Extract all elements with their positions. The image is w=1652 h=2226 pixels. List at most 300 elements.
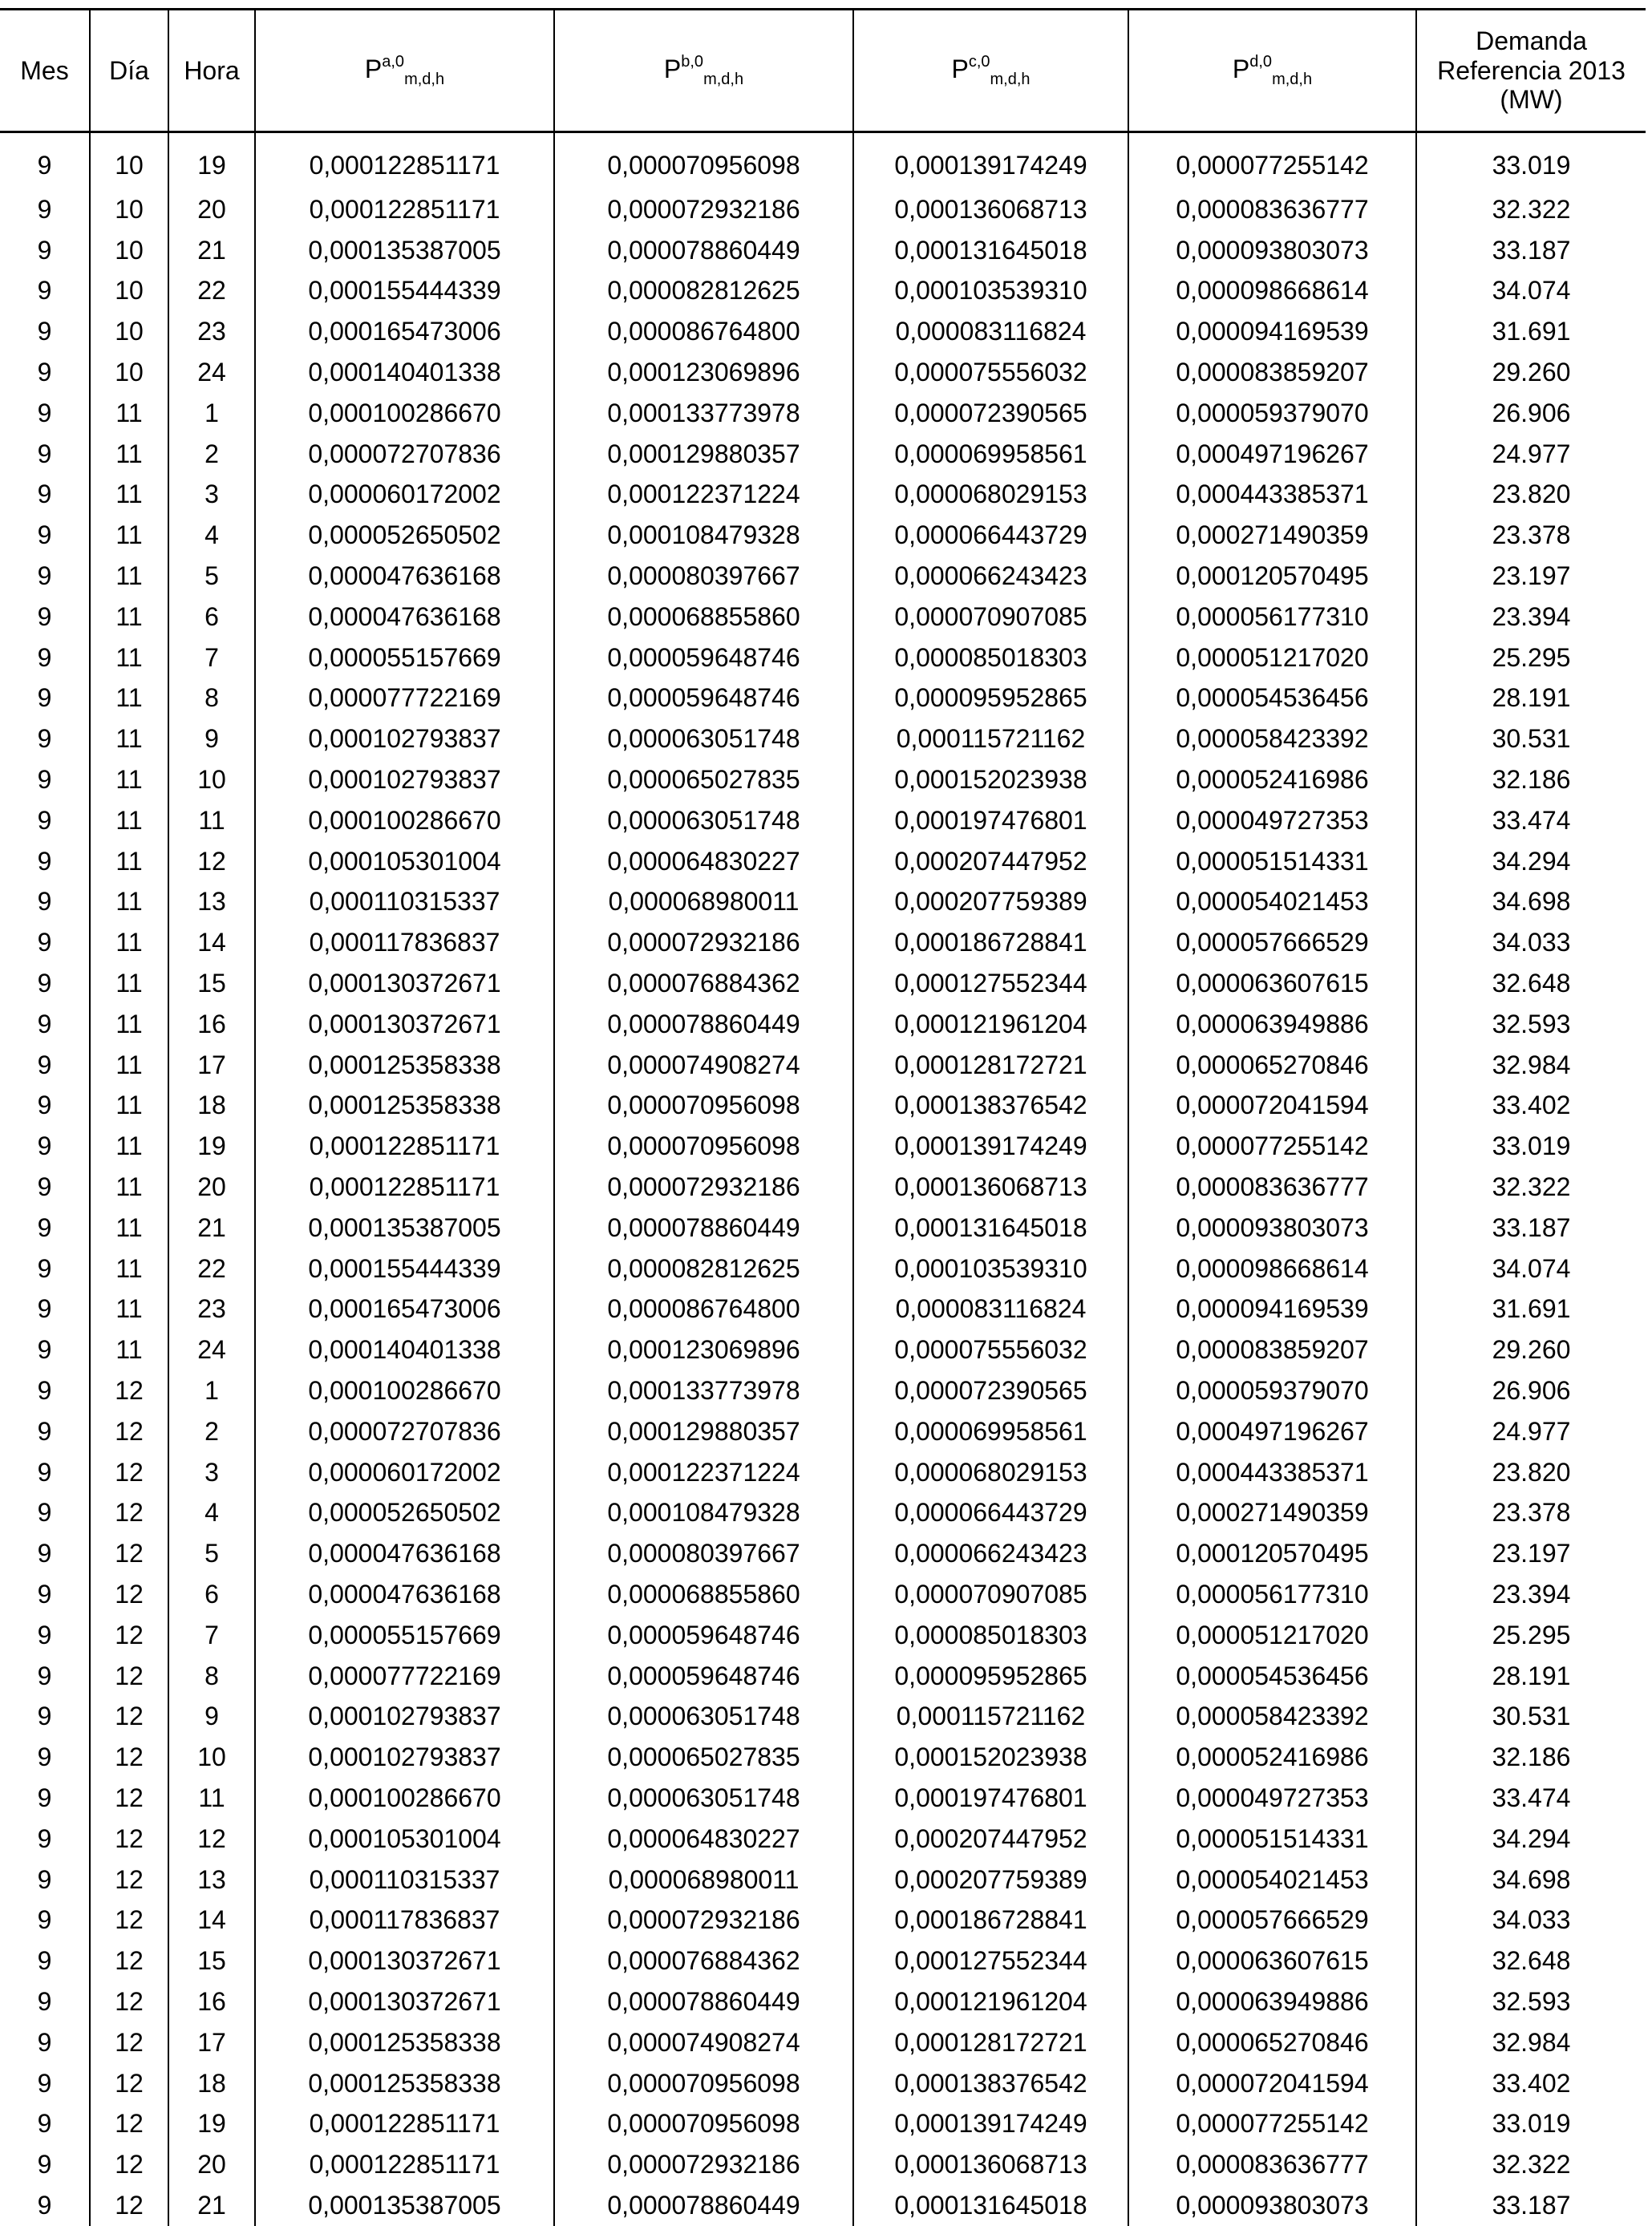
mes-cell: 9 <box>0 2103 90 2144</box>
mes-cell: 9 <box>0 1656 90 1697</box>
pa-cell: 0,000122851171 <box>255 2144 554 2185</box>
dia-cell: 11 <box>90 882 168 923</box>
dia-cell: 11 <box>90 718 168 759</box>
demanda-cell: 32.648 <box>1416 963 1646 1004</box>
pa-cell: 0,000047636168 <box>255 597 554 637</box>
hora-cell: 19 <box>168 132 255 190</box>
pc-cell: 0,000139174249 <box>853 2103 1128 2144</box>
pd-cell: 0,000057666529 <box>1128 922 1416 963</box>
pd-cell: 0,000063607615 <box>1128 1941 1416 1981</box>
table-row <box>0 597 1646 637</box>
pc-cell: 0,000066443729 <box>853 515 1128 556</box>
hora-cell: 10 <box>168 1737 255 1778</box>
dia-cell: 12 <box>90 1574 168 1615</box>
dia-cell: 12 <box>90 1778 168 1819</box>
hora-cell: 12 <box>168 1819 255 1860</box>
pa-cell: 0,000140401338 <box>255 352 554 393</box>
pd-cell: 0,000063949886 <box>1128 1981 1416 2022</box>
pd-cell: 0,000052416986 <box>1128 1737 1416 1778</box>
pb-cell: 0,000070956098 <box>554 1086 853 1127</box>
hora-cell: 22 <box>168 1249 255 1289</box>
mes-cell: 9 <box>0 800 90 841</box>
table-row <box>0 515 1646 556</box>
table-row <box>0 1289 1646 1330</box>
dia-cell: 10 <box>90 311 168 352</box>
hora-cell: 6 <box>168 597 255 637</box>
hora-cell: 8 <box>168 678 255 719</box>
table-row <box>0 1167 1646 1208</box>
hora-cell: 17 <box>168 2022 255 2063</box>
pc-cell: 0,000207759389 <box>853 1860 1128 1900</box>
pb-cell: 0,000080397667 <box>554 1533 853 1574</box>
dia-cell: 10 <box>90 230 168 271</box>
pb-cell: 0,000064830227 <box>554 841 853 882</box>
pa-cell: 0,000110315337 <box>255 882 554 923</box>
table-row <box>0 2103 1646 2144</box>
hora-cell: 24 <box>168 352 255 393</box>
pb-cell: 0,000072932186 <box>554 922 853 963</box>
demanda-cell: 24.977 <box>1416 434 1646 475</box>
pc-cell: 0,000136068713 <box>853 2144 1128 2185</box>
demanda-cell: 32.593 <box>1416 1981 1646 2022</box>
pa-cell: 0,000165473006 <box>255 1289 554 1330</box>
mes-cell: 9 <box>0 2144 90 2185</box>
pc-cell: 0,000083116824 <box>853 1289 1128 1330</box>
pb-cell: 0,000068855860 <box>554 597 853 637</box>
pc-cell: 0,000068029153 <box>853 1452 1128 1493</box>
hora-cell: 9 <box>168 718 255 759</box>
pd-cell: 0,000054536456 <box>1128 1656 1416 1697</box>
pc-cell: 0,000085018303 <box>853 637 1128 678</box>
pd-cell: 0,000049727353 <box>1128 1778 1416 1819</box>
demanda-cell: 32.322 <box>1416 1167 1646 1208</box>
pc-cell: 0,000207447952 <box>853 841 1128 882</box>
pb-cell: 0,000065027835 <box>554 759 853 800</box>
pc-cell: 0,000131645018 <box>853 230 1128 271</box>
dia-cell: 12 <box>90 1900 168 1941</box>
pc-cell: 0,000066443729 <box>853 1493 1128 1534</box>
hora-cell: 5 <box>168 556 255 597</box>
hora-cell: 21 <box>168 2185 255 2226</box>
mes-cell: 9 <box>0 841 90 882</box>
dia-cell: 12 <box>90 1370 168 1411</box>
pd-cell: 0,000049727353 <box>1128 800 1416 841</box>
pb-cell: 0,000074908274 <box>554 2022 853 2063</box>
pa-cell: 0,000140401338 <box>255 1330 554 1370</box>
pc-cell: 0,000103539310 <box>853 271 1128 312</box>
table-row <box>0 1574 1646 1615</box>
dia-cell: 11 <box>90 393 168 434</box>
pa-cell: 0,000047636168 <box>255 1533 554 1574</box>
pc-cell: 0,000131645018 <box>853 2185 1128 2226</box>
mes-cell: 9 <box>0 1900 90 1941</box>
demanda-cell: 30.531 <box>1416 1696 1646 1737</box>
pa-cell: 0,000117836837 <box>255 1900 554 1941</box>
pc-cell: 0,000103539310 <box>853 1249 1128 1289</box>
pd-cell: 0,000497196267 <box>1128 1411 1416 1452</box>
table-row <box>0 2185 1646 2226</box>
demanda-cell: 23.378 <box>1416 515 1646 556</box>
table-row <box>0 718 1646 759</box>
pd-cell: 0,000054021453 <box>1128 1860 1416 1900</box>
dia-cell: 12 <box>90 1981 168 2022</box>
hora-cell: 3 <box>168 1452 255 1493</box>
mes-cell: 9 <box>0 1004 90 1045</box>
demanda-cell: 31.691 <box>1416 1289 1646 1330</box>
hora-cell: 9 <box>168 1696 255 1737</box>
pd-cell: 0,000077255142 <box>1128 132 1416 190</box>
pd-cell: 0,000072041594 <box>1128 2063 1416 2104</box>
mes-cell: 9 <box>0 515 90 556</box>
pa-cell: 0,000117836837 <box>255 922 554 963</box>
pc-cell: 0,000068029153 <box>853 475 1128 516</box>
dia-cell: 11 <box>90 800 168 841</box>
pd-cell: 0,000077255142 <box>1128 2103 1416 2144</box>
dia-cell: 11 <box>90 841 168 882</box>
table-row <box>0 556 1646 597</box>
mes-cell: 9 <box>0 963 90 1004</box>
pd-cell: 0,000059379070 <box>1128 393 1416 434</box>
pc-cell: 0,000075556032 <box>853 1330 1128 1370</box>
pc-cell: 0,000138376542 <box>853 1086 1128 1127</box>
pa-cell: 0,000102793837 <box>255 1696 554 1737</box>
hora-cell: 14 <box>168 1900 255 1941</box>
dia-cell: 11 <box>90 1330 168 1370</box>
mes-cell: 9 <box>0 1208 90 1249</box>
header-row <box>0 10 1646 132</box>
pb-cell: 0,000082812625 <box>554 1249 853 1289</box>
demanda-cell: 26.906 <box>1416 1370 1646 1411</box>
dia-cell: 12 <box>90 1493 168 1534</box>
header-demanda: Demanda Referencia 2013 (MW) <box>1416 10 1646 132</box>
pd-cell: 0,000093803073 <box>1128 2185 1416 2226</box>
pc-cell: 0,000072390565 <box>853 393 1128 434</box>
pa-cell: 0,000122851171 <box>255 2103 554 2144</box>
pc-cell: 0,000115721162 <box>853 1696 1128 1737</box>
pa-cell: 0,000155444339 <box>255 271 554 312</box>
dia-cell: 11 <box>90 515 168 556</box>
table-row <box>0 1615 1646 1656</box>
pd-cell: 0,000083636777 <box>1128 189 1416 230</box>
mes-cell: 9 <box>0 1086 90 1127</box>
pb-cell: 0,000076884362 <box>554 963 853 1004</box>
pb-cell: 0,000070956098 <box>554 2063 853 2104</box>
mes-cell: 9 <box>0 1493 90 1534</box>
dia-cell: 12 <box>90 1615 168 1656</box>
pd-cell: 0,000072041594 <box>1128 1086 1416 1127</box>
pc-cell: 0,000136068713 <box>853 189 1128 230</box>
pb-cell: 0,000133773978 <box>554 1370 853 1411</box>
demanda-cell: 23.820 <box>1416 475 1646 516</box>
demanda-cell: 34.074 <box>1416 1249 1646 1289</box>
header-mes: Mes <box>0 10 90 132</box>
demanda-cell: 33.187 <box>1416 2185 1646 2226</box>
table-row <box>0 1208 1646 1249</box>
demanda-cell: 32.322 <box>1416 2144 1646 2185</box>
pd-cell: 0,000120570495 <box>1128 1533 1416 1574</box>
demanda-cell: 33.474 <box>1416 1778 1646 1819</box>
dia-cell: 11 <box>90 434 168 475</box>
hora-cell: 14 <box>168 922 255 963</box>
pb-cell: 0,000133773978 <box>554 393 853 434</box>
pb-cell: 0,000068855860 <box>554 1574 853 1615</box>
mes-cell: 9 <box>0 1615 90 1656</box>
pa-cell: 0,000100286670 <box>255 1778 554 1819</box>
dia-cell: 12 <box>90 1411 168 1452</box>
demanda-cell: 29.260 <box>1416 352 1646 393</box>
dia-cell: 12 <box>90 1452 168 1493</box>
pa-cell: 0,000122851171 <box>255 1167 554 1208</box>
header-pa: P$^{a,0}_{m,d,h}$ <box>255 10 554 132</box>
table-row <box>0 1860 1646 1900</box>
hora-cell: 17 <box>168 1045 255 1086</box>
pd-cell: 0,000077255142 <box>1128 1126 1416 1167</box>
pa-cell: 0,000105301004 <box>255 1819 554 1860</box>
demanda-cell: 33.187 <box>1416 1208 1646 1249</box>
demanda-cell: 33.402 <box>1416 2063 1646 2104</box>
hora-cell: 7 <box>168 637 255 678</box>
hora-cell: 13 <box>168 882 255 923</box>
pc-cell: 0,000197476801 <box>853 1778 1128 1819</box>
table-row <box>0 963 1646 1004</box>
mes-cell: 9 <box>0 132 90 190</box>
hora-cell: 13 <box>168 1860 255 1900</box>
dia-cell: 11 <box>90 597 168 637</box>
mes-cell: 9 <box>0 1533 90 1574</box>
hora-cell: 16 <box>168 1981 255 2022</box>
hora-cell: 8 <box>168 1656 255 1697</box>
table-row <box>0 678 1646 719</box>
dia-cell: 11 <box>90 678 168 719</box>
demanda-cell: 32.984 <box>1416 1045 1646 1086</box>
table-row <box>0 393 1646 434</box>
dia-cell: 11 <box>90 1249 168 1289</box>
table-row <box>0 1452 1646 1493</box>
mes-cell: 9 <box>0 2185 90 2226</box>
mes-cell: 9 <box>0 434 90 475</box>
pc-cell: 0,000066243423 <box>853 1533 1128 1574</box>
pa-cell: 0,000135387005 <box>255 1208 554 1249</box>
pd-cell: 0,000443385371 <box>1128 1452 1416 1493</box>
dia-cell: 10 <box>90 132 168 190</box>
pd-cell: 0,000058423392 <box>1128 1696 1416 1737</box>
pd-cell: 0,000056177310 <box>1128 597 1416 637</box>
dia-cell: 12 <box>90 1819 168 1860</box>
demanda-cell: 32.648 <box>1416 1941 1646 1981</box>
dia-cell: 11 <box>90 759 168 800</box>
hora-cell: 23 <box>168 311 255 352</box>
pb-cell: 0,000123069896 <box>554 1330 853 1370</box>
demanda-cell: 30.531 <box>1416 718 1646 759</box>
table-row <box>0 922 1646 963</box>
demanda-cell: 24.977 <box>1416 1411 1646 1452</box>
table-row <box>0 434 1646 475</box>
mes-cell: 9 <box>0 759 90 800</box>
pa-cell: 0,000135387005 <box>255 230 554 271</box>
mes-cell: 9 <box>0 1289 90 1330</box>
mes-cell: 9 <box>0 1411 90 1452</box>
pb-cell: 0,000059648746 <box>554 1615 853 1656</box>
header-pb: P$^{b,0}_{m,d,h}$ <box>554 10 853 132</box>
pb-cell: 0,000108479328 <box>554 515 853 556</box>
pb-cell: 0,000072932186 <box>554 2144 853 2185</box>
pa-cell: 0,000130372671 <box>255 1004 554 1045</box>
table-row <box>0 1533 1646 1574</box>
table-row <box>0 1737 1646 1778</box>
demanda-cell: 32.322 <box>1416 189 1646 230</box>
pa-cell: 0,000125358338 <box>255 2022 554 2063</box>
pa-cell: 0,000072707836 <box>255 434 554 475</box>
pa-cell: 0,000165473006 <box>255 311 554 352</box>
mes-cell: 9 <box>0 718 90 759</box>
table-row <box>0 1370 1646 1411</box>
pa-cell: 0,000130372671 <box>255 963 554 1004</box>
pd-cell: 0,000098668614 <box>1128 1249 1416 1289</box>
table-row <box>0 759 1646 800</box>
dia-cell: 12 <box>90 1941 168 1981</box>
pc-cell: 0,000131645018 <box>853 1208 1128 1249</box>
mes-cell: 9 <box>0 1330 90 1370</box>
dia-cell: 11 <box>90 475 168 516</box>
pa-cell: 0,000102793837 <box>255 759 554 800</box>
demanda-cell: 34.698 <box>1416 882 1646 923</box>
dia-cell: 11 <box>90 1126 168 1167</box>
hora-cell: 5 <box>168 1533 255 1574</box>
header-pc: P$^{c,0}_{m,d,h}$ <box>853 10 1128 132</box>
table-row <box>0 1411 1646 1452</box>
demanda-cell: 34.294 <box>1416 841 1646 882</box>
mes-cell: 9 <box>0 1737 90 1778</box>
demanda-cell: 33.019 <box>1416 2103 1646 2144</box>
pa-cell: 0,000122851171 <box>255 189 554 230</box>
table-row <box>0 1004 1646 1045</box>
hora-cell: 4 <box>168 1493 255 1534</box>
mes-cell: 9 <box>0 637 90 678</box>
mes-cell: 9 <box>0 922 90 963</box>
hora-cell: 2 <box>168 434 255 475</box>
hora-cell: 11 <box>168 1778 255 1819</box>
pb-cell: 0,000078860449 <box>554 1981 853 2022</box>
table-row <box>0 1656 1646 1697</box>
table-row <box>0 2144 1646 2185</box>
pd-cell: 0,000052416986 <box>1128 759 1416 800</box>
pd-cell: 0,000271490359 <box>1128 515 1416 556</box>
mes-cell: 9 <box>0 1860 90 1900</box>
demanda-cell: 33.474 <box>1416 800 1646 841</box>
table-row <box>0 800 1646 841</box>
pa-cell: 0,000047636168 <box>255 1574 554 1615</box>
demanda-cell: 23.197 <box>1416 1533 1646 1574</box>
pc-cell: 0,000085018303 <box>853 1615 1128 1656</box>
hora-cell: 15 <box>168 963 255 1004</box>
pa-cell: 0,000055157669 <box>255 637 554 678</box>
table-row <box>0 1696 1646 1737</box>
demanda-cell: 32.186 <box>1416 1737 1646 1778</box>
pd-cell: 0,000059379070 <box>1128 1370 1416 1411</box>
pb-cell: 0,000059648746 <box>554 678 853 719</box>
mes-cell: 9 <box>0 1819 90 1860</box>
demanda-cell: 25.295 <box>1416 637 1646 678</box>
pc-cell: 0,000197476801 <box>853 800 1128 841</box>
pb-cell: 0,000108479328 <box>554 1493 853 1534</box>
pb-cell: 0,000086764800 <box>554 311 853 352</box>
pb-cell: 0,000122371224 <box>554 1452 853 1493</box>
pa-cell: 0,000110315337 <box>255 1860 554 1900</box>
pb-cell: 0,000072932186 <box>554 1167 853 1208</box>
pb-cell: 0,000123069896 <box>554 352 853 393</box>
mes-cell: 9 <box>0 393 90 434</box>
demanda-cell: 23.394 <box>1416 1574 1646 1615</box>
dia-cell: 12 <box>90 2022 168 2063</box>
pa-cell: 0,000047636168 <box>255 556 554 597</box>
pd-cell: 0,000443385371 <box>1128 475 1416 516</box>
hora-cell: 22 <box>168 271 255 312</box>
table-row <box>0 1330 1646 1370</box>
pc-cell: 0,000186728841 <box>853 922 1128 963</box>
demanda-cell: 32.593 <box>1416 1004 1646 1045</box>
dia-cell: 11 <box>90 556 168 597</box>
pc-cell: 0,000072390565 <box>853 1370 1128 1411</box>
pc-cell: 0,000139174249 <box>853 132 1128 190</box>
pb-cell: 0,000063051748 <box>554 800 853 841</box>
hora-cell: 3 <box>168 475 255 516</box>
pd-cell: 0,000063607615 <box>1128 963 1416 1004</box>
pb-cell: 0,000068980011 <box>554 882 853 923</box>
hora-cell: 10 <box>168 759 255 800</box>
pc-cell: 0,000136068713 <box>853 1167 1128 1208</box>
pa-cell: 0,000077722169 <box>255 678 554 719</box>
demanda-cell: 33.187 <box>1416 230 1646 271</box>
pc-cell: 0,000127552344 <box>853 1941 1128 1981</box>
pb-cell: 0,000065027835 <box>554 1737 853 1778</box>
pb-cell: 0,000078860449 <box>554 1208 853 1249</box>
dia-cell: 12 <box>90 1737 168 1778</box>
hora-cell: 18 <box>168 1086 255 1127</box>
pd-cell: 0,000083859207 <box>1128 1330 1416 1370</box>
pb-cell: 0,000078860449 <box>554 2185 853 2226</box>
pc-cell: 0,000115721162 <box>853 718 1128 759</box>
pa-cell: 0,000060172002 <box>255 475 554 516</box>
pc-cell: 0,000095952865 <box>853 678 1128 719</box>
pd-cell: 0,000065270846 <box>1128 2022 1416 2063</box>
demanda-cell: 23.820 <box>1416 1452 1646 1493</box>
pc-cell: 0,000138376542 <box>853 2063 1128 2104</box>
demanda-cell: 26.906 <box>1416 393 1646 434</box>
pb-cell: 0,000063051748 <box>554 1696 853 1737</box>
table-row <box>0 2063 1646 2104</box>
pa-cell: 0,000105301004 <box>255 841 554 882</box>
table-row <box>0 1086 1646 1127</box>
pb-cell: 0,000064830227 <box>554 1819 853 1860</box>
hora-cell: 1 <box>168 1370 255 1411</box>
pc-cell: 0,000207447952 <box>853 1819 1128 1860</box>
hora-cell: 6 <box>168 1574 255 1615</box>
mes-cell: 9 <box>0 1126 90 1167</box>
mes-cell: 9 <box>0 1696 90 1737</box>
pb-cell: 0,000080397667 <box>554 556 853 597</box>
table-row <box>0 1778 1646 1819</box>
pc-cell: 0,000139174249 <box>853 1126 1128 1167</box>
pb-cell: 0,000063051748 <box>554 1778 853 1819</box>
demanda-cell: 25.295 <box>1416 1615 1646 1656</box>
table-row <box>0 311 1646 352</box>
pd-cell: 0,000051217020 <box>1128 637 1416 678</box>
dia-cell: 11 <box>90 963 168 1004</box>
table-row <box>0 637 1646 678</box>
demanda-cell: 23.394 <box>1416 597 1646 637</box>
pd-cell: 0,000057666529 <box>1128 1900 1416 1941</box>
mes-cell: 9 <box>0 1167 90 1208</box>
